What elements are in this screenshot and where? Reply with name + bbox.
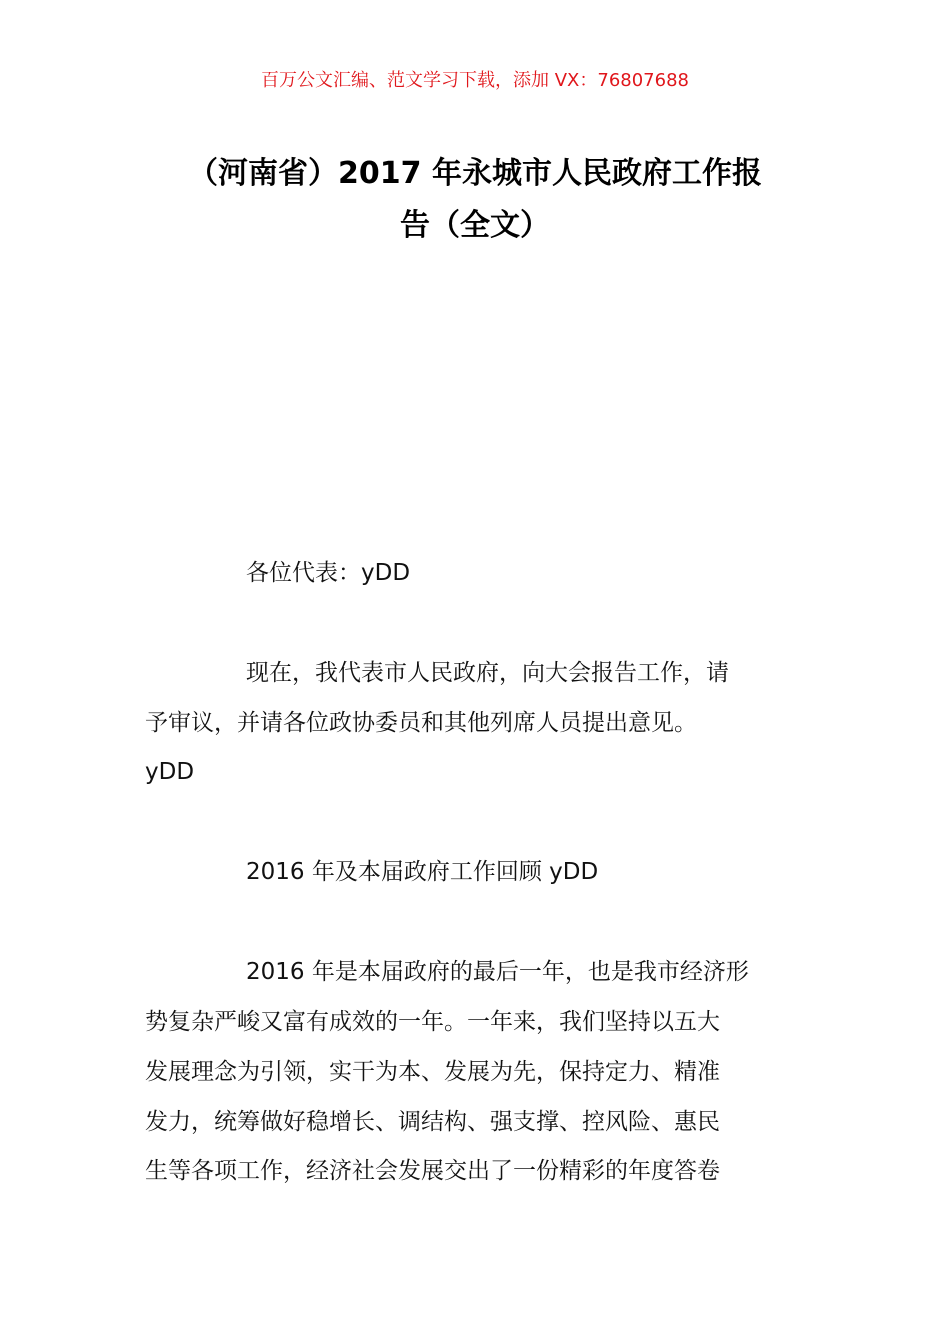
- paragraph-line: 生等各项工作，经济社会发展交出了一份精彩的年度答卷: [145, 1158, 720, 1184]
- paragraph-line: 2016 年是本届政府的最后一年，也是我市经济形: [246, 959, 749, 985]
- paragraph-line: 发力，统筹做好稳增长、调结构、强支撑、控风险、惠民: [145, 1109, 720, 1135]
- salutation-line: 各位代表：yDD: [246, 560, 411, 586]
- document-title: [0, 148, 950, 252]
- title-line-2: 告（全文）: [400, 208, 550, 243]
- section-heading: 2016 年及本届政府工作回顾 yDD: [246, 859, 599, 885]
- paragraph-line: 势复杂严峻又富有成效的一年。一年来，我们坚持以五大: [145, 1009, 720, 1035]
- watermark-banner: 百万公文汇编、范文学习下载，添加 VX：76807688: [261, 70, 689, 91]
- title-line-1: （河南省）2017 年永城市人民政府工作报: [188, 156, 762, 191]
- paragraph-line: 现在，我代表市人民政府，向大会报告工作，请: [246, 660, 729, 686]
- paragraph-line: yDD: [145, 759, 195, 785]
- paragraph-line: 发展理念为引领，实干为本、发展为先，保持定力、精准: [145, 1059, 720, 1085]
- paragraph-line: 予审议，并请各位政协委员和其他列席人员提出意见。: [145, 710, 697, 736]
